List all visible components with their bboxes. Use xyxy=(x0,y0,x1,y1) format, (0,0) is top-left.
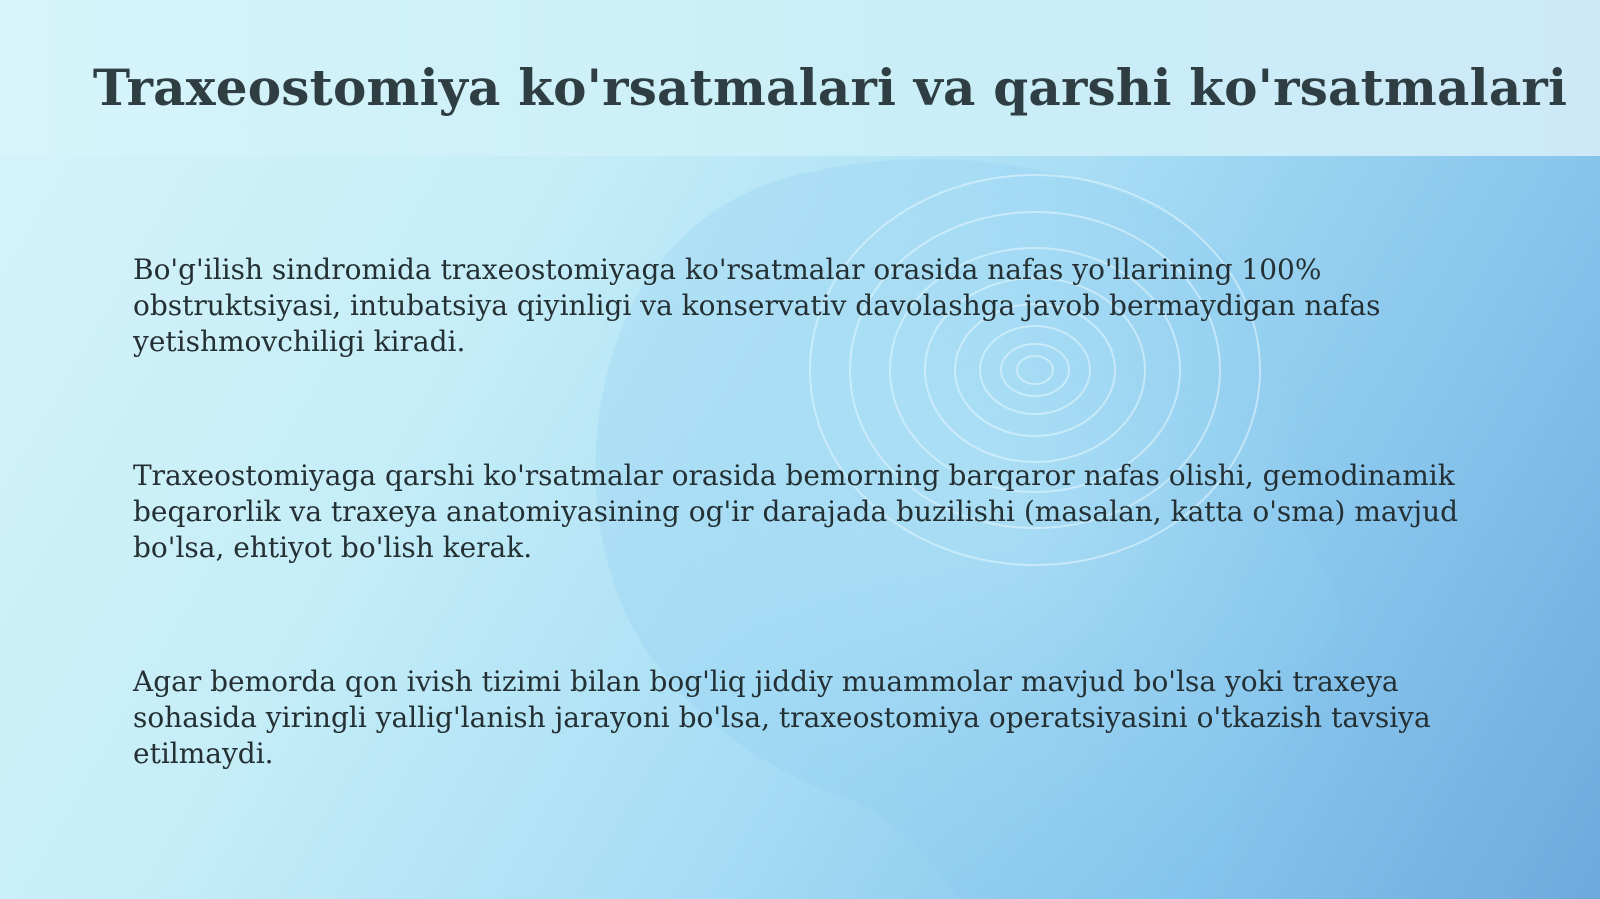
paragraph-indications: Bo'g'ilish sindromida traxeostomiyaga ko'rsatmalar orasida nafas yo'llarining 100% obstruktsiyasi, intubatsiya qiyinligi va konservativ davolashga javob bermaydigan nafas yetishmovchiligi kiradi. xyxy=(133,253,1381,358)
slide-title: Traxeostomiya ko'rsatmalari va qarshi ko'rsatmalari xyxy=(92,58,1568,117)
paragraph-contraindications: Traxeostomiyaga qarshi ko'rsatmalar orasida bemorning barqaror nafas olishi, gemodinamik beqarorlik va traxeya anatomiyasining og'ir darajada buzilishi (masalan, katta o'sma) mavjud bo'lsa, ehtiyot bo'lish kerak. xyxy=(133,459,1459,564)
paragraph-not-recommended: Agar bemorda qon ivish tizimi bilan bog'liq jiddiy muammolar mavjud bo'lsa yoki traxeya sohasida yiringli yallig'lanish jarayoni bo'lsa, traxeostomiya operatsiyasini o'tkazish tavsiya etilmaydi. xyxy=(133,665,1431,770)
